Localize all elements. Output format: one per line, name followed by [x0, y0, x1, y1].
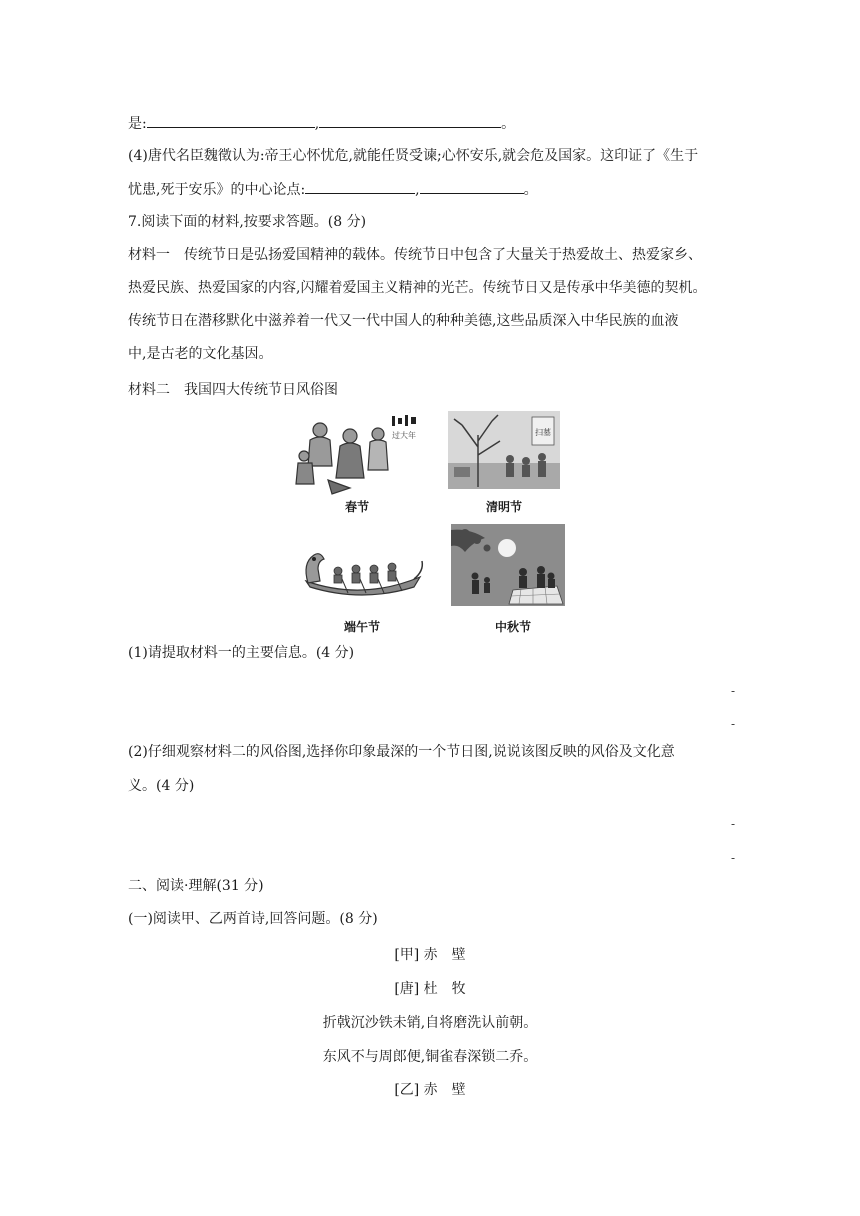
section-2-1-heading: (一)阅读甲、乙两首诗,回答问题。(8 分)	[128, 911, 378, 927]
question-4-text: (4)唐代名臣魏徵认为:帝王心怀忧危,就能任贤受谏;心怀安乐,就会危及国家。这印证了《生于	[128, 148, 699, 164]
poem-a-author: [唐] 杜 牧	[394, 981, 466, 997]
poem-b-title: [乙] 赤 壁	[394, 1082, 466, 1098]
answer-line-mark: -	[731, 851, 736, 865]
mid-autumn-illustration	[451, 524, 565, 606]
material-1-line: 材料一 传统节日是弘扬爱国精神的载体。传统节日中包含了大量关于热爱故土、热爱家乡、	[128, 247, 702, 263]
answer-line-mark: -	[731, 817, 736, 831]
spring-festival-illustration	[292, 408, 424, 496]
answer-blank[interactable]	[305, 179, 415, 194]
question-7-heading: 7.阅读下面的材料,按要求答题。(8 分)	[128, 214, 367, 230]
material-2-heading: 材料二 我国四大传统节日风俗图	[128, 382, 338, 398]
poem-a-line-1: 折戟沉沙铁未销,自将磨洗认前朝。	[322, 1015, 538, 1031]
answer-blank[interactable]	[420, 179, 524, 194]
answer-line-3	[128, 113, 515, 134]
question-7-1: (1)请提取材料一的主要信息。(4 分)	[128, 645, 355, 661]
poem-a-line-2: 东风不与周郎便,铜雀春深锁二乔。	[322, 1049, 538, 1065]
caption-qingming-festival: 清明节	[485, 500, 522, 514]
material-1-line: 传统节日在潜移默化中滋养着一代又一代中国人的种种美德,这些品质深入中华民族的血液	[128, 313, 679, 329]
qingming-inscription: 扫墓	[535, 428, 551, 437]
caption-spring-festival: 春节	[344, 500, 369, 514]
dragon-boat-illustration	[298, 543, 426, 601]
answer-blank[interactable]	[319, 113, 501, 128]
line-end: 。	[501, 116, 516, 132]
caption-dragon-boat-festival: 端午节	[343, 620, 380, 634]
material-1-line: 中,是古老的文化基因。	[128, 346, 273, 362]
answer-blank[interactable]	[147, 113, 315, 128]
answer-line-mark: -	[731, 717, 736, 731]
caption-mid-autumn-festival: 中秋节	[494, 620, 531, 634]
separator: ,	[415, 182, 420, 198]
question-7-2-continued: 义。(4 分)	[128, 778, 195, 794]
poem-a-title: [甲] 赤 壁	[394, 947, 466, 963]
answer-line-mark: -	[731, 684, 736, 698]
answer-prefix: 忧患,死于安乐》的中心论点:	[128, 182, 306, 198]
material-1-line: 热爱民族、热爱国家的内容,闪耀着爱国主义精神的光芒。传统节日又是传承中华美德的契机。	[128, 280, 707, 296]
section-2-heading: 二、阅读·理解(31 分)	[128, 878, 264, 894]
question-7-2: (2)仔细观察材料二的风俗图,选择你印象最深的一个节日图,说说该图反映的风俗及文化意	[128, 744, 675, 760]
qingming-illustration	[448, 411, 560, 489]
spring-inscription: 过大年	[392, 431, 416, 440]
separator: ,	[314, 116, 320, 132]
answer-prefix: 是:	[128, 116, 147, 132]
question-4-answer-line	[128, 179, 538, 200]
line-end: 。	[523, 182, 538, 198]
